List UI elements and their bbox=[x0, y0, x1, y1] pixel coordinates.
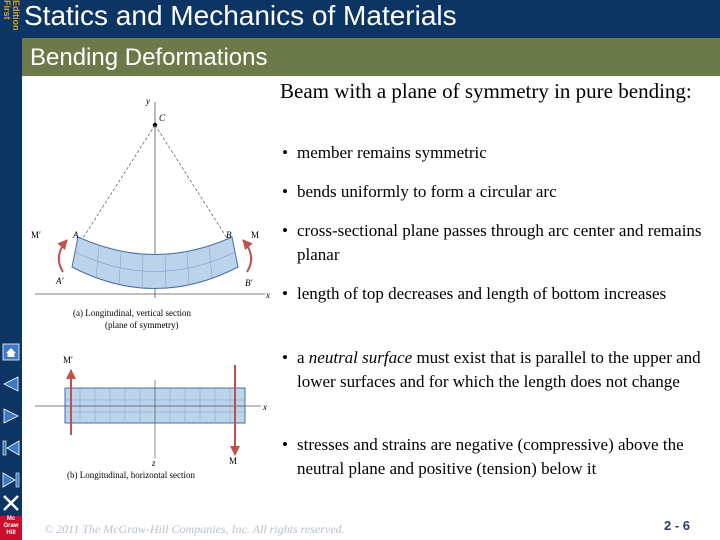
caption-a-line1: (a) Longitudinal, vertical section bbox=[73, 308, 191, 318]
label-a-prime: A′ bbox=[56, 276, 64, 286]
label-m-left-bottom: M′ bbox=[63, 355, 73, 365]
home-icon[interactable] bbox=[2, 343, 20, 361]
previous-icon[interactable] bbox=[2, 375, 20, 393]
edition-line2: Edition bbox=[11, 0, 21, 31]
mcgraw-hill-logo: Mc Graw Hill bbox=[0, 516, 22, 540]
last-icon[interactable] bbox=[2, 471, 20, 489]
bullet-1: • member remains symmetric bbox=[282, 143, 487, 162]
bullet-3: • cross-sectional plane passes through arc center and remains planar bbox=[282, 221, 702, 264]
label-x-top: x bbox=[266, 290, 270, 300]
label-m-right-bottom: M bbox=[229, 456, 238, 466]
next-icon[interactable] bbox=[2, 407, 20, 425]
exit-icon[interactable] bbox=[2, 494, 20, 512]
edition-line1: First bbox=[2, 0, 12, 20]
label-c: C bbox=[159, 113, 166, 123]
label-b: B bbox=[226, 230, 232, 240]
label-x-bottom: x bbox=[263, 402, 267, 412]
page-title: Statics and Mechanics of Materials bbox=[24, 0, 457, 31]
radial-line-left bbox=[83, 125, 155, 238]
label-b-prime: B′ bbox=[245, 278, 253, 288]
section-title: Bending Deformations bbox=[30, 44, 268, 71]
bullet-5: • a neutral surface must exist that is parallel to the upper and lower surfaces and for which the length does not change bbox=[282, 348, 701, 391]
content-heading: Beam with a plane of symmetry in pure bending: bbox=[280, 79, 692, 103]
edition-label bbox=[0, 0, 22, 45]
left-sidebar bbox=[0, 0, 22, 540]
caption-a-line2: (plane of symmetry) bbox=[105, 320, 179, 330]
caption-b: (b) Longitudinal, horizontal section bbox=[67, 470, 195, 480]
bullet-4: • length of top decreases and length of bottom increases bbox=[282, 284, 667, 303]
neutral-surface-term: neutral surface bbox=[308, 348, 413, 367]
label-a: A bbox=[73, 230, 79, 240]
label-z: z bbox=[152, 458, 156, 468]
copyright-notice: © 2011 The McGraw-Hill Companies, Inc. All rights reserved. bbox=[44, 522, 345, 536]
radial-line-right bbox=[155, 125, 227, 238]
moment-arrow-left bbox=[59, 240, 67, 272]
label-m-right: M bbox=[251, 230, 260, 240]
label-m-left: M′ bbox=[31, 230, 41, 240]
page-number: 2 - 6 bbox=[664, 518, 691, 533]
first-icon[interactable] bbox=[2, 439, 20, 457]
bullet-2: • bends uniformly to form a circular arc bbox=[282, 182, 557, 201]
moment-arrow-right bbox=[243, 240, 251, 272]
label-y: y bbox=[146, 96, 150, 106]
bullet-6: • stresses and strains are negative (compressive) above the neutral plane and positive (tension) below it bbox=[282, 435, 684, 478]
beam-bending-figure bbox=[25, 80, 280, 490]
